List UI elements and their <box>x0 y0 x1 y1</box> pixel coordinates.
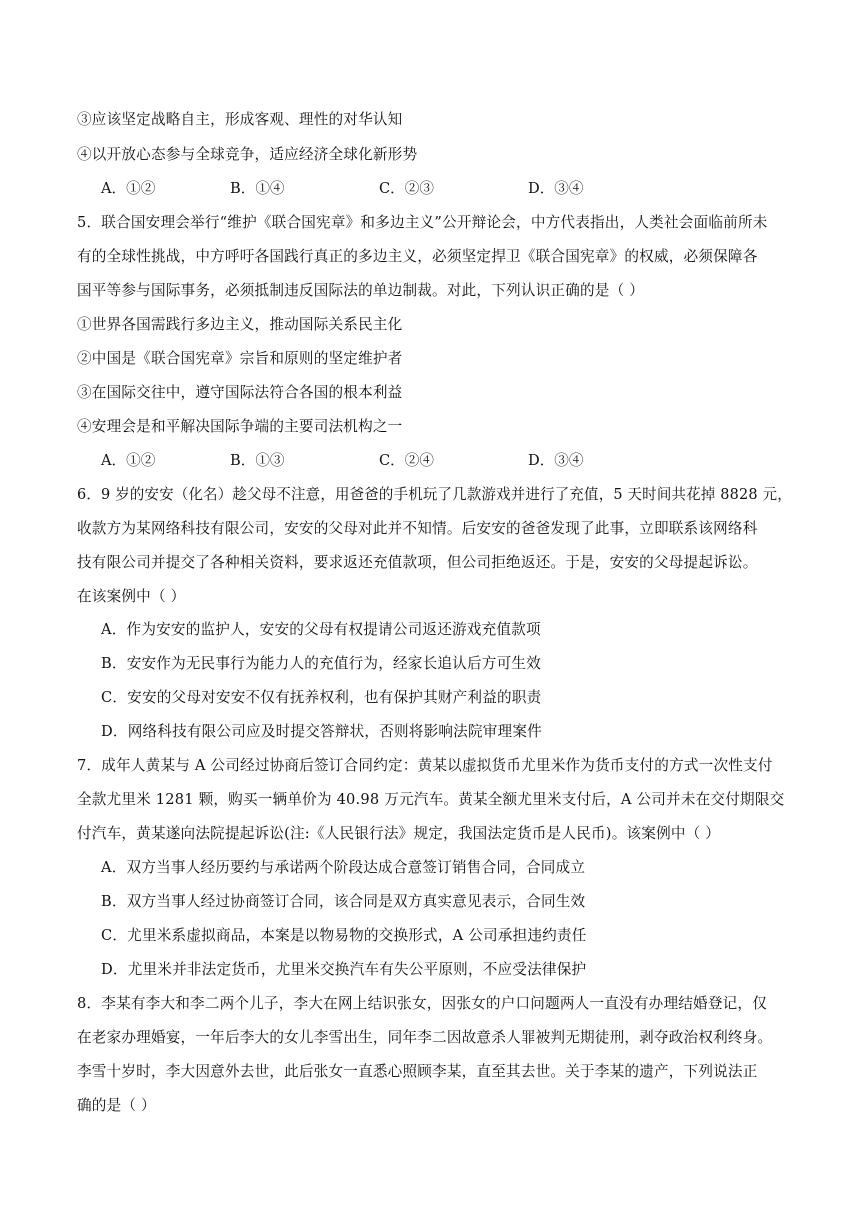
q8-stem-line-4: 确的是（ ） <box>77 1097 156 1114</box>
q7-stem-line-1: 7．成年人黄某与 A 公司经过协商后签订合同约定：黄某以虚拟货币尤里米作为货币支付的方式一次性支付 <box>77 757 773 774</box>
q5-stem-line-1: 5．联合国安理会举行“维护《联合国宪章》和多边主义”公开辩论会，中方代表指出，人类社会面临前所未 <box>77 214 768 231</box>
q6-option-a: A．作为安安的监护人，安安的父母有权提请公司返还游戏充值款项 <box>101 621 541 638</box>
q6-stem-line-1: 6．9 岁的安安（化名）趁父母不注意，用爸爸的手机玩了几款游戏并进行了充值，5 天时间共花掉 8828 元， <box>77 486 792 503</box>
q5-item-3: ③在国际交往中，遵守国际法符合各国的根本利益 <box>77 384 403 401</box>
q8-stem-line-3: 李雪十岁时，李大因意外去世，此后张女一直悉心照顾李某，直至其去世。关于李某的遗产，下列说法正 <box>77 1063 758 1080</box>
q6-option-d: D．网络科技有限公司应及时提交答辩状，否则将影响法院审理案件 <box>101 723 542 740</box>
q6-stem-line-4: 在该案例中（ ） <box>77 588 186 605</box>
q4-choice-d: D．③④ <box>528 180 584 197</box>
q7-option-a: A．双方当事人经历要约与承诺两个阶段达成合意签订销售合同，合同成立 <box>101 859 586 876</box>
q5-item-1: ①世界各国需践行多边主义，推动国际关系民主化 <box>77 316 403 333</box>
q5-item-4: ④安理会是和平解决国际争端的主要司法机构之一 <box>77 418 403 435</box>
q5-choice-d: D．③④ <box>528 452 584 469</box>
q4-choice-c: C．②③ <box>379 180 434 197</box>
q4-choices <box>101 179 801 199</box>
q4-item-3: ③应该坚定战略自主，形成客观、理性的对华认知 <box>77 111 403 128</box>
q5-choice-b: B．①③ <box>230 452 285 469</box>
q5-choices <box>101 451 801 471</box>
q6-option-c: C．安安的父母对安安不仅有抚养权利，也有保护其财产利益的职责 <box>101 689 542 706</box>
q4-choice-b: B．①④ <box>230 180 285 197</box>
q5-stem-line-3: 国平等参与国际事务，必须抵制违反国际法的单边制裁。对此，下列认识正确的是（ ） <box>77 282 645 299</box>
q7-stem-line-3: 付汽车，黄某遂向法院提起诉讼(注:《人民银行法》规定，我国法定货币是人民币)。该案例中（ ） <box>77 825 721 842</box>
q7-option-b: B．双方当事人经过协商签订合同，该合同是双方真实意见表示，合同生效 <box>101 893 586 910</box>
q7-option-c: C．尤里米系虚拟商品，本案是以物易物的交换形式，A 公司承担违约责任 <box>101 927 587 944</box>
q4-item-4: ④以开放心态参与全球竞争，适应经济全球化新形势 <box>77 146 418 163</box>
q6-option-b: B．安安作为无民事行为能力人的充值行为，经家长追认后方可生效 <box>101 655 541 672</box>
q8-stem-line-1: 8．李某有李大和李二两个儿子，李大在网上结识张女，因张女的户口问题两人一直没有办理结婚登记，仅 <box>77 995 768 1012</box>
q6-stem-line-3: 技有限公司并提交了各种相关资料，要求返还充值款项，但公司拒绝返还。于是，安安的父母提起诉讼。 <box>77 554 758 571</box>
q6-stem-line-2: 收款方为某网络科技有限公司，安安的父母对此并不知情。后安安的爸爸发现了此事，立即联系该网络科 <box>77 520 758 537</box>
q8-stem-line-2: 在老家办理婚宴，一年后李大的女儿李雪出生，同年李二因故意杀人罪被判无期徒刑，剥夺政治权利终身。 <box>77 1029 773 1046</box>
q5-choice-a: A．①② <box>101 452 156 469</box>
q5-item-2: ②中国是《联合国宪章》宗旨和原则的坚定维护者 <box>77 350 403 367</box>
q7-option-d: D．尤里米并非法定货币，尤里米交换汽车有失公平原则，不应受法律保护 <box>101 961 587 978</box>
q5-choice-c: C．②④ <box>379 452 434 469</box>
q4-choice-a: A．①② <box>101 180 156 197</box>
q5-stem-line-2: 有的全球性挑战，中方呼吁各国践行真正的多边主义，必须坚定捍卫《联合国宪章》的权威，必须保障各 <box>77 248 758 265</box>
q7-stem-line-2: 全款尤里米 1281 颗，购买一辆单价为 40.98 万元汽车。黄某全额尤里米支付后，A 公司并未在交付期限交 <box>77 791 785 808</box>
